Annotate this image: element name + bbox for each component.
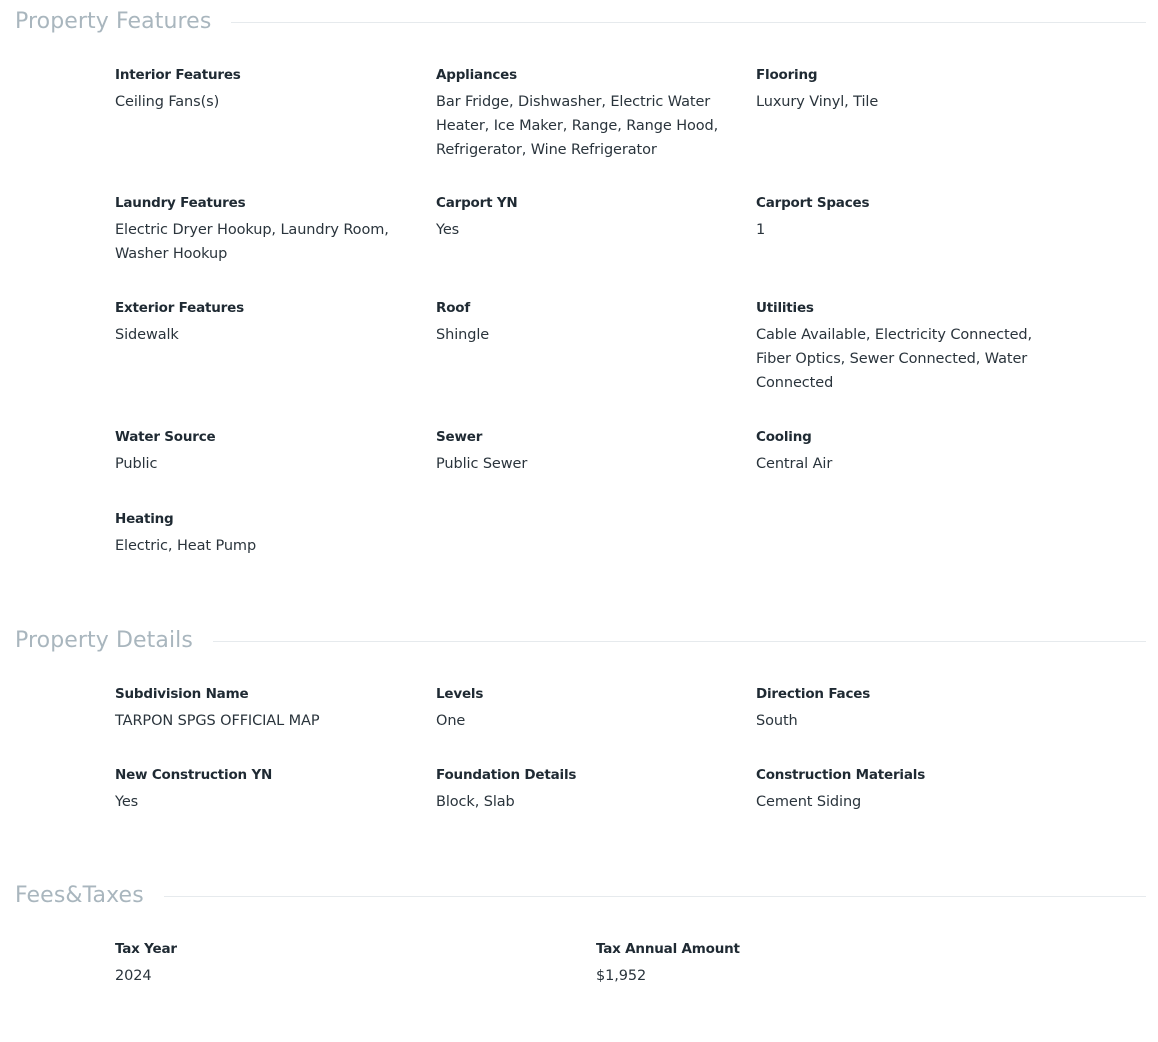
field-value: Electric Dryer Hookup, Laundry Room, Washer Hookup [115, 222, 389, 262]
field-construction-materials [756, 767, 1046, 814]
field-label: Flooring [756, 67, 818, 83]
field-carport-spaces [756, 195, 1046, 242]
field-label: Laundry Features [115, 195, 246, 211]
section-header-property-features [15, 9, 1146, 34]
field-label: Foundation Details [436, 767, 577, 783]
field-label: Subdivision Name [115, 686, 249, 702]
field-subdivision-name [115, 686, 415, 733]
section-title: Fees&Taxes [15, 883, 144, 908]
field-value: Shingle [436, 327, 490, 343]
field-flooring [756, 67, 1046, 114]
field-label: Levels [436, 686, 484, 702]
field-carport-yn [436, 195, 726, 242]
field-label: Sewer [436, 429, 483, 445]
field-value: TARPON SPGS OFFICIAL MAP [115, 713, 320, 729]
field-heating [115, 511, 405, 558]
field-value: Cement Siding [756, 794, 862, 810]
field-label: Appliances [436, 67, 517, 83]
section-divider [164, 896, 1146, 897]
field-value: 2024 [115, 968, 152, 984]
field-utilities [756, 300, 1046, 395]
field-label: New Construction YN [115, 767, 273, 783]
section-title: Property Details [15, 628, 193, 653]
field-value: Yes [115, 794, 139, 810]
field-laundry-features [115, 195, 405, 266]
field-label: Water Source [115, 429, 216, 445]
field-tax-year [115, 941, 415, 988]
section-divider [231, 22, 1146, 23]
section-header-fees-taxes [15, 883, 1146, 908]
field-appliances [436, 67, 726, 162]
field-value: Electric, Heat Pump [115, 538, 257, 554]
field-value: 1 [756, 222, 766, 238]
field-roof [436, 300, 726, 347]
field-label: Exterior Features [115, 300, 244, 316]
field-value: $1,952 [596, 968, 647, 984]
field-new-construction-yn [115, 767, 405, 814]
field-cooling [756, 429, 1046, 476]
field-label: Carport Spaces [756, 195, 870, 211]
field-label: Interior Features [115, 67, 241, 83]
field-levels [436, 686, 726, 733]
field-direction-faces [756, 686, 1046, 733]
field-value: Cable Available, Electricity Connected, Fiber Optics, Sewer Connected, Water Connected [756, 327, 1033, 391]
field-tax-annual-amount [596, 941, 896, 988]
field-water-source [115, 429, 405, 476]
field-sewer [436, 429, 726, 476]
section-header-property-details [15, 628, 1146, 653]
section-title: Property Features [15, 9, 212, 34]
field-value: Central Air [756, 456, 833, 472]
field-value: Block, Slab [436, 794, 515, 810]
field-value: Sidewalk [115, 327, 179, 343]
field-label: Utilities [756, 300, 814, 316]
field-value: One [436, 713, 466, 729]
field-label: Cooling [756, 429, 812, 445]
field-value: Public [115, 456, 158, 472]
field-value: South [756, 713, 798, 729]
field-value: Luxury Vinyl, Tile [756, 94, 879, 110]
field-label: Tax Annual Amount [596, 941, 740, 957]
field-foundation-details [436, 767, 726, 814]
field-label: Direction Faces [756, 686, 871, 702]
field-value: Public Sewer [436, 456, 528, 472]
field-value: Bar Fridge, Dishwasher, Electric Water Heater, Ice Maker, Range, Range Hood, Refrigerator, Wine Refrigerator [436, 94, 719, 158]
field-label: Heating [115, 511, 174, 527]
field-exterior-features [115, 300, 405, 347]
field-label: Roof [436, 300, 471, 316]
field-label: Carport YN [436, 195, 518, 211]
field-value: Ceiling Fans(s) [115, 94, 220, 110]
field-label: Construction Materials [756, 767, 926, 783]
field-label: Tax Year [115, 941, 177, 957]
field-value: Yes [436, 222, 460, 238]
field-interior-features [115, 67, 405, 114]
section-divider [213, 641, 1146, 642]
